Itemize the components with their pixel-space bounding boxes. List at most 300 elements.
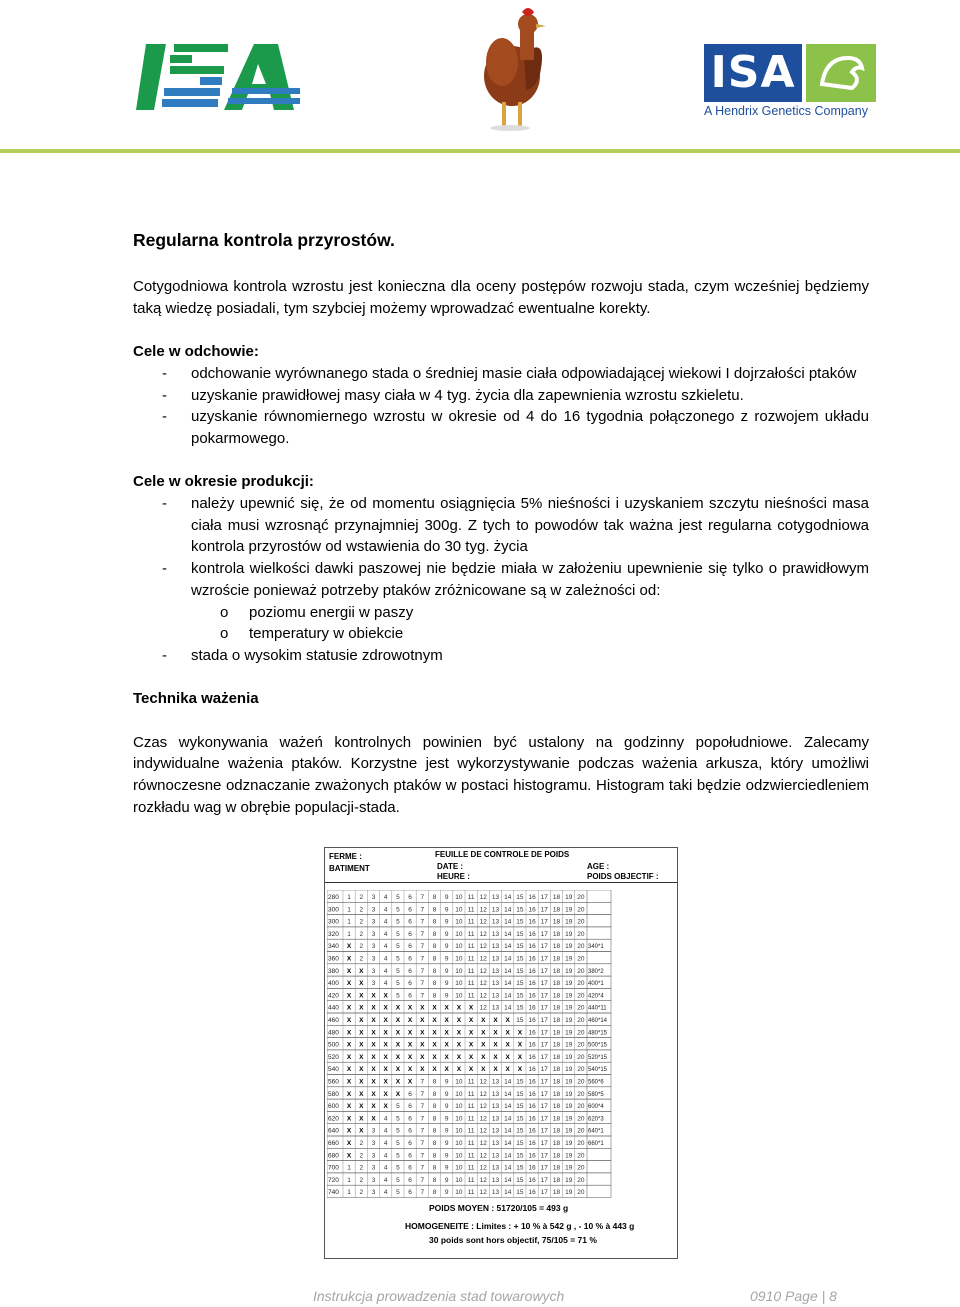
sheet-cell-number: 7 [420,1152,425,1160]
sheet-cell-number: 11 [467,943,475,951]
sheet-cell-number: 18 [552,1066,561,1074]
sheet-row-total: 520*15 [588,1054,608,1061]
sheet-cell-number: 5 [396,1189,400,1197]
sheet-cell-number: 6 [408,894,412,901]
sheet-mean-weight: POIDS MOYEN : 51720/105 = 493 g [429,1203,569,1213]
sheet-cell-number: 18 [552,967,561,975]
sheet-row [327,1025,611,1037]
header-divider [0,149,960,153]
list-item [133,406,869,449]
sheet-cell-number: 11 [467,1164,475,1172]
sub-list-item [133,602,869,624]
sheet-tally-mark: X [395,1017,401,1024]
sheet-cell-number: 17 [540,943,548,951]
sheet-cell-number: 17 [540,1029,548,1037]
sheet-cell-number: 3 [371,967,376,975]
sheet-tally-mark: X [359,992,364,1000]
sheet-cell-number: 11 [467,1090,475,1098]
sheet-cell-number: 19 [565,1189,573,1197]
sheet-weight-label: 720 [328,1176,339,1184]
sheet-cell-number: 16 [528,955,536,963]
sheet-cell-number: 9 [444,906,449,914]
sheet-cell-number: 11 [467,955,475,963]
sheet-cell-number: 20 [577,1189,585,1197]
sheet-weight-label: 280 [328,894,339,901]
sheet-cell-number: 4 [383,1140,388,1147]
sheet-tally-mark: X [468,1029,474,1037]
sheet-cell-number: 18 [552,1004,561,1012]
sheet-cell-number: 6 [408,1140,412,1147]
sheet-cell-number: 6 [408,1103,412,1111]
sheet-tally-mark: X [456,1041,462,1049]
sheet-cell-number: 3 [371,918,376,926]
sheet-cell-number: 5 [396,906,400,914]
sheet-cell-number: 3 [371,955,376,963]
sheet-tally-mark: X [432,1053,437,1061]
sheet-cell-number: 17 [540,1115,548,1123]
sheet-cell-number: 14 [504,1189,512,1197]
sheet-row [327,1062,611,1074]
sheet-cell-number: 2 [359,894,364,901]
sheet-cell-number: 14 [504,1140,512,1147]
sheet-cell-number: 4 [383,906,388,914]
sheet-cell-number: 18 [552,1152,561,1160]
sheet-tally-mark: X [517,1066,523,1074]
sheet-cell-number: 15 [516,1164,524,1172]
sheet-cell-number: 20 [577,1115,585,1123]
dash-marker: - [162,364,167,382]
sheet-tally-mark: X [481,1066,486,1074]
sheet-row [327,890,611,902]
sheet-homogeneity: HOMOGENEITE : Limites : + 10 % à 542 g , - 10 % à 443 g [405,1221,635,1231]
sheet-cell-number: 13 [491,918,500,926]
sheet-tally-mark: X [517,1053,523,1061]
sheet-weight-label: 560 [328,1078,339,1086]
sheet-cell-number: 11 [467,1103,475,1111]
sheet-cell-number: 8 [432,967,437,975]
sheet-cell-number: 1 [347,930,351,938]
sheet-tally-mark: X [359,1029,364,1037]
sheet-tally-mark: X [444,1029,449,1037]
sheet-cell-number: 6 [408,1152,412,1160]
sheet-cell-number: 20 [577,1090,585,1098]
sheet-tally-mark: X [456,1017,462,1024]
sheet-cell-number: 4 [383,1127,388,1135]
sheet-cell-number: 18 [552,1078,561,1086]
sheet-cell-number: 6 [408,967,412,975]
sheet-cell-number: 20 [577,918,585,926]
page-header [0,0,960,150]
sheet-cell-number: 18 [552,1189,561,1197]
sheet-cell-number: 7 [420,1164,425,1172]
sheet-cell-number: 19 [565,992,573,1000]
footer-page-number: 0910 Page | 8 [750,1288,837,1304]
sheet-cell-number: 5 [396,1176,400,1184]
sheet-cell-number: 7 [420,1115,425,1123]
sheet-weight-label: 660 [328,1140,339,1147]
sheet-weight-label: 440 [328,1004,339,1012]
hendrix-tagline: A Hendrix Genetics Company [704,104,868,118]
sheet-tally-mark: X [432,1004,437,1012]
sheet-cell-number: 15 [516,1152,524,1160]
sheet-tally-mark: X [444,1053,449,1061]
sheet-cell-number: 7 [420,992,425,1000]
sheet-row [327,964,611,976]
sheet-tally-mark: X [346,943,352,951]
sheet-cell-number: 14 [504,1090,512,1098]
sheet-row-total: 660*1 [588,1141,604,1147]
sheet-cell-number: 4 [383,967,388,975]
sheet-tally-mark: X [493,1017,498,1024]
sheet-cell-number: 8 [432,906,437,914]
sheet-cell-number: 10 [455,1164,463,1172]
sheet-tally-mark: X [432,1029,437,1037]
sheet-cell-number: 12 [479,1127,487,1135]
sheet-cell-number: 9 [444,1176,449,1184]
sheet-tally-mark: X [359,1041,364,1049]
sheet-cell-number: 9 [444,930,449,938]
sheet-cell-number: 3 [371,1189,376,1197]
sheet-cell-number: 19 [565,918,573,926]
isa-logo-right-text: ISA [704,44,802,102]
sheet-cell-number: 9 [444,1115,449,1123]
sheet-cell-number: 16 [528,894,536,901]
sub-list-item-text: temperatury w obiekcie [249,625,404,643]
sheet-cell-number: 16 [528,980,536,988]
sheet-tally-mark: X [481,1017,486,1024]
sheet-cell-number: 11 [467,1176,475,1184]
sheet-cell-number: 10 [455,1090,463,1098]
sheet-cell-number: 14 [504,1127,512,1135]
sub-list-item-text: poziomu energii w paszy [249,603,414,621]
sheet-tally-mark: X [346,992,352,1000]
sheet-cell-number: 7 [420,1189,425,1197]
sheet-row-total: 380*2 [588,968,604,975]
sheet-cell-number: 4 [383,894,388,901]
sheet-row-total: 540*15 [588,1067,608,1074]
sheet-tally-mark: X [371,1066,376,1074]
sheet-tally-mark: X [371,1115,376,1123]
sheet-cell-number: 9 [444,1127,449,1135]
sheet-tally-mark: X [359,1127,364,1135]
sheet-cell-number: 19 [565,930,573,938]
sheet-tally-mark: X [383,1090,388,1098]
sheet-cell-number: 18 [552,1103,561,1111]
sheet-cell-number: 8 [432,1127,437,1135]
sheet-cell-number: 13 [491,1152,500,1160]
sheet-cell-number: 19 [565,1127,573,1135]
sheet-cell-number: 14 [504,1176,512,1184]
sheet-cell-number: 3 [371,943,376,951]
sheet-tally-mark: X [383,1078,388,1086]
sheet-cell-number: 19 [565,1115,573,1123]
sheet-cell-number: 12 [479,918,487,926]
sheet-tally-mark: X [468,1004,474,1012]
sheet-cell-number: 10 [455,980,463,988]
sheet-tally-mark: X [359,1017,364,1024]
sheet-row [327,939,611,951]
sheet-cell-number: 12 [479,967,487,975]
sheet-cell-number: 19 [565,1017,573,1024]
sheet-cell-number: 15 [516,955,524,963]
sheet-tally-mark: X [346,1152,352,1160]
sheet-row [327,1050,611,1062]
sheet-cell-number: 16 [528,930,536,938]
sheet-cell-number: 14 [504,1164,512,1172]
sheet-tally-mark: X [346,1115,352,1123]
sheet-cell-number: 8 [432,955,437,963]
sheet-cell-number: 6 [408,955,412,963]
sheet-cell-number: 18 [552,980,561,988]
sheet-tally-mark: X [371,1029,376,1037]
sheet-tally-mark: X [444,1004,449,1012]
sheet-row [327,915,611,927]
sheet-cell-number: 10 [455,967,463,975]
sheet-row [327,976,611,988]
sheet-cell-number: 10 [455,930,463,938]
list-item-text: odchowanie wyrównanego stada o średniej masie ciała odpowiadającej wiekowi I dojrzałości ptaków [191,364,857,382]
sheet-cell-number: 17 [540,980,548,988]
sheet-cell-number: 5 [396,1164,400,1172]
sheet-tally-mark: X [395,1066,401,1074]
sheet-cell-number: 16 [528,1189,536,1197]
sheet-date-label: DATE : [437,862,464,871]
sheet-cell-number: 3 [371,1164,376,1172]
sheet-cell-number: 13 [491,894,500,901]
sheet-weight-label: 420 [328,992,339,1000]
sheet-cell-number: 6 [408,1127,412,1135]
bullet-marker: o [220,603,229,621]
sheet-cell-number: 19 [565,1164,573,1172]
list-item-text: uzyskanie prawidłowej masy ciała w 4 tyg. życia dla zapewnienia wzrostu szkieletu. [191,386,744,404]
sheet-weight-label: 600 [328,1103,339,1111]
sheet-tally-mark: X [359,1103,364,1111]
sheet-cell-number: 16 [528,1041,536,1049]
sheet-cell-number: 8 [432,943,437,951]
sheet-cell-number: 19 [565,1029,573,1037]
sheet-cell-number: 20 [577,1004,585,1012]
sheet-cell-number: 9 [444,992,449,1000]
sheet-tally-mark: X [395,1029,401,1037]
sheet-cell-number: 6 [408,1115,412,1123]
sheet-cell-number: 3 [371,1176,376,1184]
sheet-title: FEUILLE DE CONTROLE DE POIDS [435,850,570,859]
sheet-cell-number: 20 [577,1140,585,1147]
sheet-cell-number: 10 [455,1078,463,1086]
sheet-weight-label: 740 [328,1189,339,1197]
sheet-row [327,1136,611,1148]
sheet-cell-number: 12 [479,955,487,963]
sheet-tally-mark: X [493,1041,498,1049]
sheet-cell-number: 6 [408,992,412,1000]
sheet-cell-number: 5 [396,943,400,951]
sheet-cell-number: 17 [540,918,548,926]
sheet-cell-number: 7 [420,955,425,963]
sheet-tally-mark: X [468,1066,474,1074]
sheet-cell-number: 17 [540,1152,548,1160]
sheet-tally-mark: X [371,1041,376,1049]
intro-paragraph: Cotygodniowa kontrola wzrostu jest konieczna dla oceny postępów rozwoju stada, czym wcześniej będziemy taką wiedzę posiadali, tym szybciej możemy wprowadzać ewentualne korekty. [133,278,869,317]
sheet-row-total: 340*1 [588,944,604,951]
sheet-cell-number: 15 [516,1103,524,1111]
sheet-cell-number: 6 [408,1164,412,1172]
sheet-tally-mark: X [371,992,376,1000]
sheet-cell-number: 16 [528,967,536,975]
list-item [133,645,869,667]
sheet-cell-number: 18 [552,1115,561,1123]
sheet-cell-number: 7 [420,980,425,988]
sheet-cell-number: 14 [504,1152,512,1160]
sheet-cell-number: 5 [396,1115,400,1123]
sheet-cell-number: 1 [347,906,351,914]
sheet-cell-number: 11 [467,980,475,988]
sheet-cell-number: 7 [420,930,425,938]
sheet-cell-number: 13 [491,1004,500,1012]
sheet-tally-mark: X [517,1029,523,1037]
sheet-cell-number: 20 [577,1066,585,1074]
sheet-cell-number: 18 [552,1090,561,1098]
sheet-weight-label: 400 [328,980,339,988]
sheet-cell-number: 6 [408,1176,412,1184]
sheet-row [327,1161,611,1173]
sheet-tally-mark: X [346,1140,352,1147]
sheet-cell-number: 2 [359,943,364,951]
sheet-objective-label: POIDS OBJECTIF : [587,872,659,881]
sheet-cell-number: 3 [371,906,376,914]
sheet-cell-number: 16 [528,1103,536,1111]
sheet-cell-number: 11 [467,1140,475,1147]
sheet-cell-number: 14 [504,943,512,951]
sheet-tally-mark: X [407,1078,413,1086]
sheet-weight-label: 620 [328,1115,339,1123]
sheet-tally-mark: X [505,1053,510,1061]
sheet-ferme-label: FERME : [329,852,362,861]
sheet-cell-number: 14 [504,955,512,963]
sheet-tally-mark: X [346,1017,352,1024]
sheet-cell-number: 20 [577,1041,585,1049]
sheet-cell-number: 9 [444,918,449,926]
sheet-cell-number: 13 [491,1164,500,1172]
sheet-cell-number: 15 [516,918,524,926]
sheet-cell-number: 2 [359,1152,364,1160]
sheet-cell-number: 20 [577,906,585,914]
sheet-row-total: 400*1 [588,981,604,988]
sheet-cell-number: 19 [565,1103,573,1111]
sheet-cell-number: 14 [504,906,512,914]
sheet-cell-number: 10 [455,1140,463,1147]
sheet-tally-mark: X [371,1090,376,1098]
sheet-cell-number: 1 [347,918,351,926]
sheet-cell-number: 15 [516,1140,524,1147]
sheet-cell-number: 12 [479,1164,487,1172]
sheet-cell-number: 4 [383,955,388,963]
sheet-cell-number: 3 [371,930,376,938]
sheet-tally-mark: X [346,1053,352,1061]
sheet-cell-number: 16 [528,943,536,951]
sub-list-item [133,623,869,645]
sheet-cell-number: 17 [540,1176,548,1184]
sheet-cell-number: 15 [516,906,524,914]
sheet-tally-mark: X [505,1066,510,1074]
sheet-cell-number: 16 [528,906,536,914]
sheet-cell-number: 8 [432,1090,437,1098]
sheet-cell-number: 17 [540,1078,548,1086]
sheet-tally-mark: X [346,980,352,988]
sheet-cell-number: 17 [540,1140,548,1147]
sheet-cell-number: 13 [491,1115,500,1123]
sheet-tally-mark: X [481,1029,486,1037]
sheet-weight-label: 580 [328,1090,339,1098]
sheet-cell-number: 15 [516,894,524,901]
sheet-cell-number: 11 [467,930,475,938]
sheet-tally-mark: X [395,1078,401,1086]
sheet-tally-mark: X [383,1053,388,1061]
sheet-weight-label: 300 [328,918,339,926]
sheet-cell-number: 18 [552,1017,561,1024]
sheet-row [327,1001,611,1013]
sheet-cell-number: 19 [565,1140,573,1147]
sheet-cell-number: 7 [420,967,425,975]
sheet-cell-number: 7 [420,1103,425,1111]
dash-marker: - [162,560,167,578]
sheet-cell-number: 10 [455,1189,463,1197]
sheet-tally-mark: X [493,1029,498,1037]
sheet-cell-number: 18 [552,1041,561,1049]
sheet-cell-number: 1 [347,1176,351,1184]
sheet-weight-label: 540 [328,1066,339,1074]
hen-silhouette-icon [806,44,876,102]
sheet-cell-number: 2 [359,1140,364,1147]
sheet-cell-number: 19 [565,955,573,963]
sheet-cell-number: 11 [467,1189,475,1197]
sheet-tally-mark: X [505,1017,510,1024]
sheet-cell-number: 18 [552,1053,561,1061]
sheet-cell-number: 20 [577,930,585,938]
sheet-cell-number: 14 [504,980,512,988]
sheet-tally-mark: X [420,1041,425,1049]
sheet-cell-number: 16 [528,1152,536,1160]
sheet-tally-mark: X [432,1066,437,1074]
sheet-tally-mark: X [346,1090,352,1098]
sheet-cell-number: 1 [347,894,351,901]
sheet-cell-number: 20 [577,1176,585,1184]
sheet-tally-mark: X [383,1066,388,1074]
sheet-cell-number: 20 [577,1152,585,1160]
sheet-cell-number: 15 [516,1017,524,1024]
sheet-cell-number: 10 [455,955,463,963]
sheet-cell-number: 13 [491,992,500,1000]
sheet-cell-number: 18 [552,894,561,901]
sheet-cell-number: 18 [552,1176,561,1184]
sheet-cell-number: 9 [444,1164,449,1172]
sheet-cell-number: 20 [577,1103,585,1111]
sheet-cell-number: 2 [359,906,364,914]
sheet-cell-number: 5 [396,1103,400,1111]
sheet-tally-mark: X [395,1041,401,1049]
sheet-tally-mark: X [383,1017,388,1024]
sheet-cell-number: 16 [528,1115,536,1123]
sheet-cell-number: 20 [577,1053,585,1061]
sheet-cell-number: 9 [444,1140,449,1147]
sheet-cell-number: 6 [408,1090,412,1098]
sheet-cell-number: 4 [383,1115,388,1123]
sheet-tally-mark: X [346,1004,352,1012]
sheet-cell-number: 4 [383,943,388,951]
sheet-cell-number: 16 [528,1140,536,1147]
sheet-tally-mark: X [346,955,352,963]
sheet-cell-number: 12 [479,1152,487,1160]
sheet-cell-number: 19 [565,894,573,901]
